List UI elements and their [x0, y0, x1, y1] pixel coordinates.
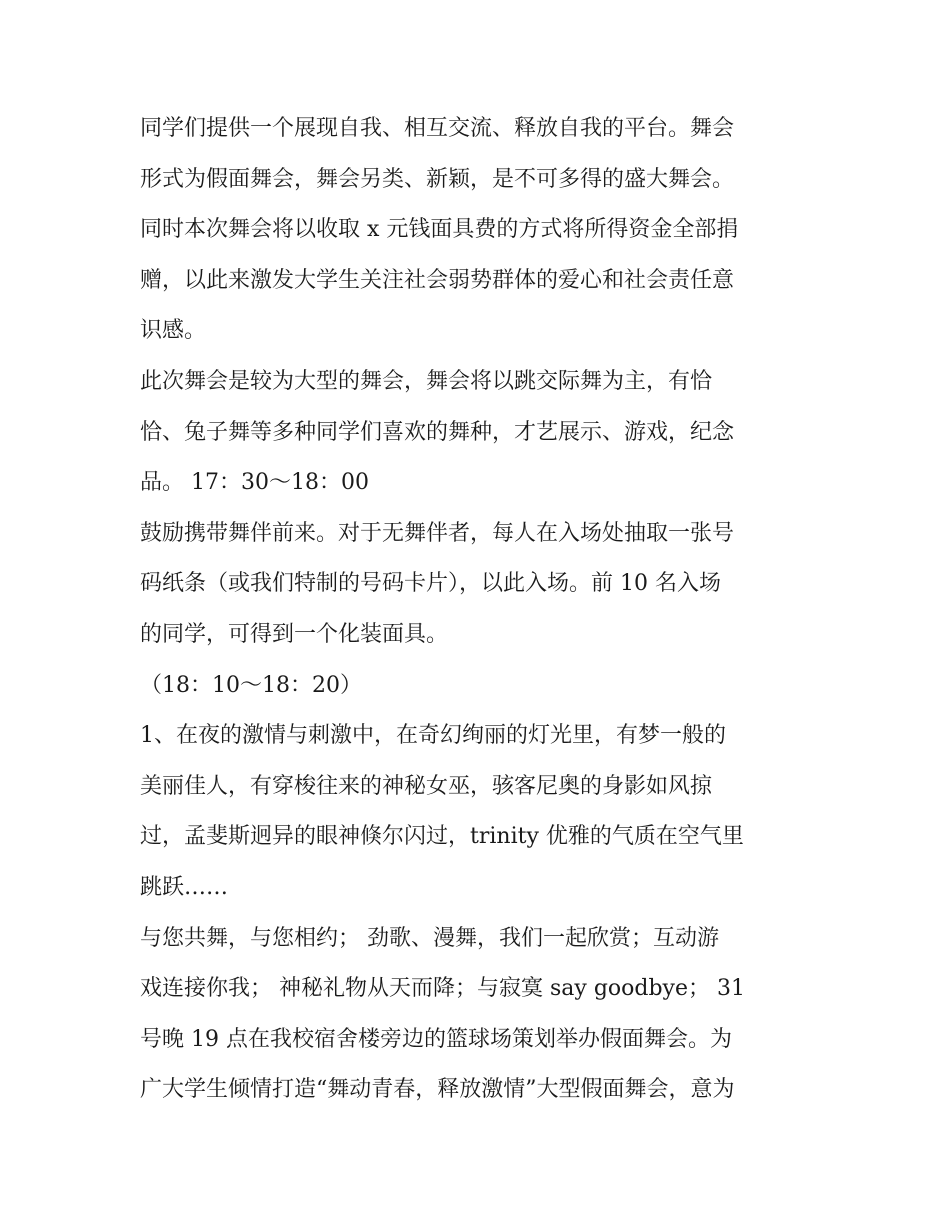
text-line: 1、在夜的激情与刺激中，在奇幻绚丽的灯光里，有梦一般的 [140, 723, 726, 749]
text-line: 识感。 [140, 318, 207, 344]
text-line: 的同学，可得到一个化装面具。 [140, 621, 449, 647]
text-line: 号晚 19 点在我校宿舍楼旁边的篮球场策划举办假面舞会。为 [140, 1026, 732, 1052]
text-line: 过，孟斐斯迥异的眼神倏尔闪过，trinity 优雅的气质在空气里 [140, 824, 744, 850]
text-line: 广大学生倾情打造“舞动青春，释放激情”大型假面舞会，意为 [140, 1077, 735, 1103]
text-line: 此次舞会是较为大型的舞会，舞会将以跳交际舞为主，有恰 [140, 368, 713, 394]
text-line: 恰、兔子舞等多种同学们喜欢的舞种，才艺展示、游戏，纪念 [140, 419, 735, 445]
document-body [140, 104, 820, 1116]
text-line: 戏连接你我； 神秘礼物从天而降；与寂寞 say goodbye； 31 [140, 976, 745, 1002]
text-line: 品。 17：30～18：00 [140, 470, 369, 496]
text-line: 同时本次舞会将以收取 x 元钱面具费的方式将所得资金全部捐 [140, 217, 739, 243]
text-line: 鼓励携带舞伴前来。对于无舞伴者，每人在入场处抽取一张号 [140, 520, 735, 546]
text-line: 形式为假面舞会，舞会另类、新颖，是不可多得的盛大舞会。 [140, 166, 735, 192]
text-line: 跳跃…… [140, 874, 229, 900]
text-line: 同学们提供一个展现自我、相互交流、释放自我的平台。舞会 [140, 116, 735, 141]
text-line: 美丽佳人，有穿梭往来的神秘女巫，骇客尼奥的身影如风掠 [140, 773, 713, 799]
text-line: 与您共舞，与您相约； 劲歌、漫舞，我们一起欣赏；互动游 [140, 925, 719, 951]
text-line: （18：10～18：20） [140, 672, 362, 698]
text-line: 赠，以此来激发大学生关注社会弱势群体的爱心和社会责任意 [140, 267, 735, 293]
text-line: 码纸条（或我们特制的号码卡片），以此入场。前 10 名入场 [140, 571, 721, 597]
